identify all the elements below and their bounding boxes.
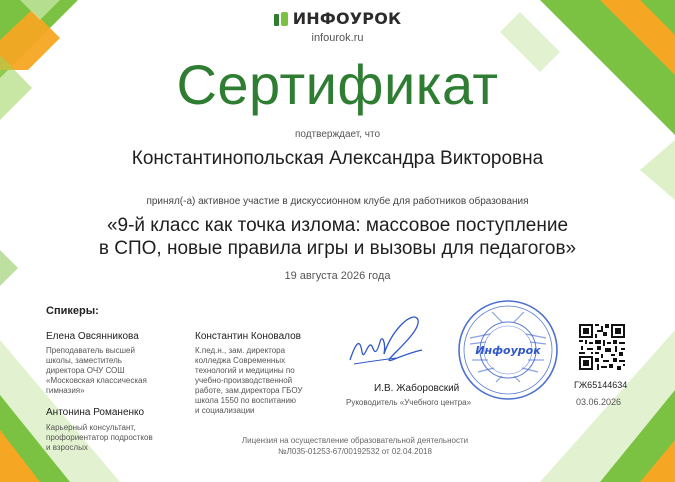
event-title-line: в СПО, новые правила игры и вызовы для педагогов» — [98, 238, 577, 259]
speaker-description-line: технологий и медицины по — [195, 366, 295, 375]
qr-code-icon[interactable] — [579, 324, 625, 370]
speaker-description-line: гимназия» — [46, 386, 85, 395]
brand-logo — [0, 9, 675, 31]
event-title — [0, 214, 675, 260]
speaker-description-line: работе, зам.директора ГБОУ — [195, 386, 303, 395]
stamp-text: Инфоурок — [475, 344, 541, 357]
speaker-description-line: и взрослых — [46, 443, 88, 452]
site-url: infourok.ru — [311, 32, 364, 44]
speaker-description-line: учебно-производственной — [195, 376, 293, 385]
participation-text: принял(-а) активное участие в дискуссионном клубе для работников образования — [146, 196, 529, 207]
event-title-line: «9-й класс как точка излома: массовое поступление — [106, 215, 569, 236]
license-info — [200, 435, 510, 457]
infourok-logo-icon — [274, 12, 288, 26]
speaker-description-line: К.пед.н., зам. директора — [195, 346, 286, 355]
license-line: №Л035-01253-67/00192532 от 02.04.2018 — [278, 447, 432, 456]
certificate-title: Сертификат — [176, 53, 499, 116]
signatory-role: Руководитель «Учебного центра» — [346, 398, 472, 407]
speaker-description-line: Карьерный консультант, — [46, 423, 136, 432]
certificate-id: ГЖ65144634 — [574, 380, 628, 390]
signatory-name: И.В. Жаборовский — [374, 383, 460, 394]
speaker-description-line: «Московская классическая — [46, 376, 147, 385]
brand-name: ИНФОУРОК — [292, 9, 402, 28]
speaker-name: Константин Коновалов — [195, 331, 301, 342]
speaker-description-line: директора ОЧУ СОШ — [46, 366, 125, 375]
signature-image — [346, 312, 426, 372]
speaker-description-line: и социализации — [195, 406, 255, 415]
speaker-description-line: школы, заместитель — [46, 356, 122, 365]
recipient-name: Константинопольская Александра Викторовна — [131, 148, 544, 169]
speaker-description-line: профориентатор подростков — [46, 433, 153, 442]
speaker-description — [46, 423, 153, 453]
event-date: 19 августа 2026 года — [284, 270, 391, 282]
speaker-name: Антонина Романенко — [46, 407, 145, 418]
confirms-text: подтверждает, что — [294, 129, 381, 140]
speaker-description-line: колледжа Современных — [195, 356, 286, 365]
speakers-heading: Спикеры: — [46, 305, 99, 317]
speaker-description-line: школа 1550 по воспитанию — [195, 396, 296, 405]
issue-date: 03.06.2026 — [576, 397, 622, 407]
speaker-name: Елена Овсянникова — [46, 331, 139, 342]
speaker-description-line: Преподаватель высшей — [46, 346, 135, 355]
license-line: Лицензия на осуществление образовательной деятельности — [241, 436, 469, 445]
official-stamp — [456, 298, 560, 402]
speaker-description — [195, 346, 302, 416]
speaker-description — [46, 346, 147, 396]
